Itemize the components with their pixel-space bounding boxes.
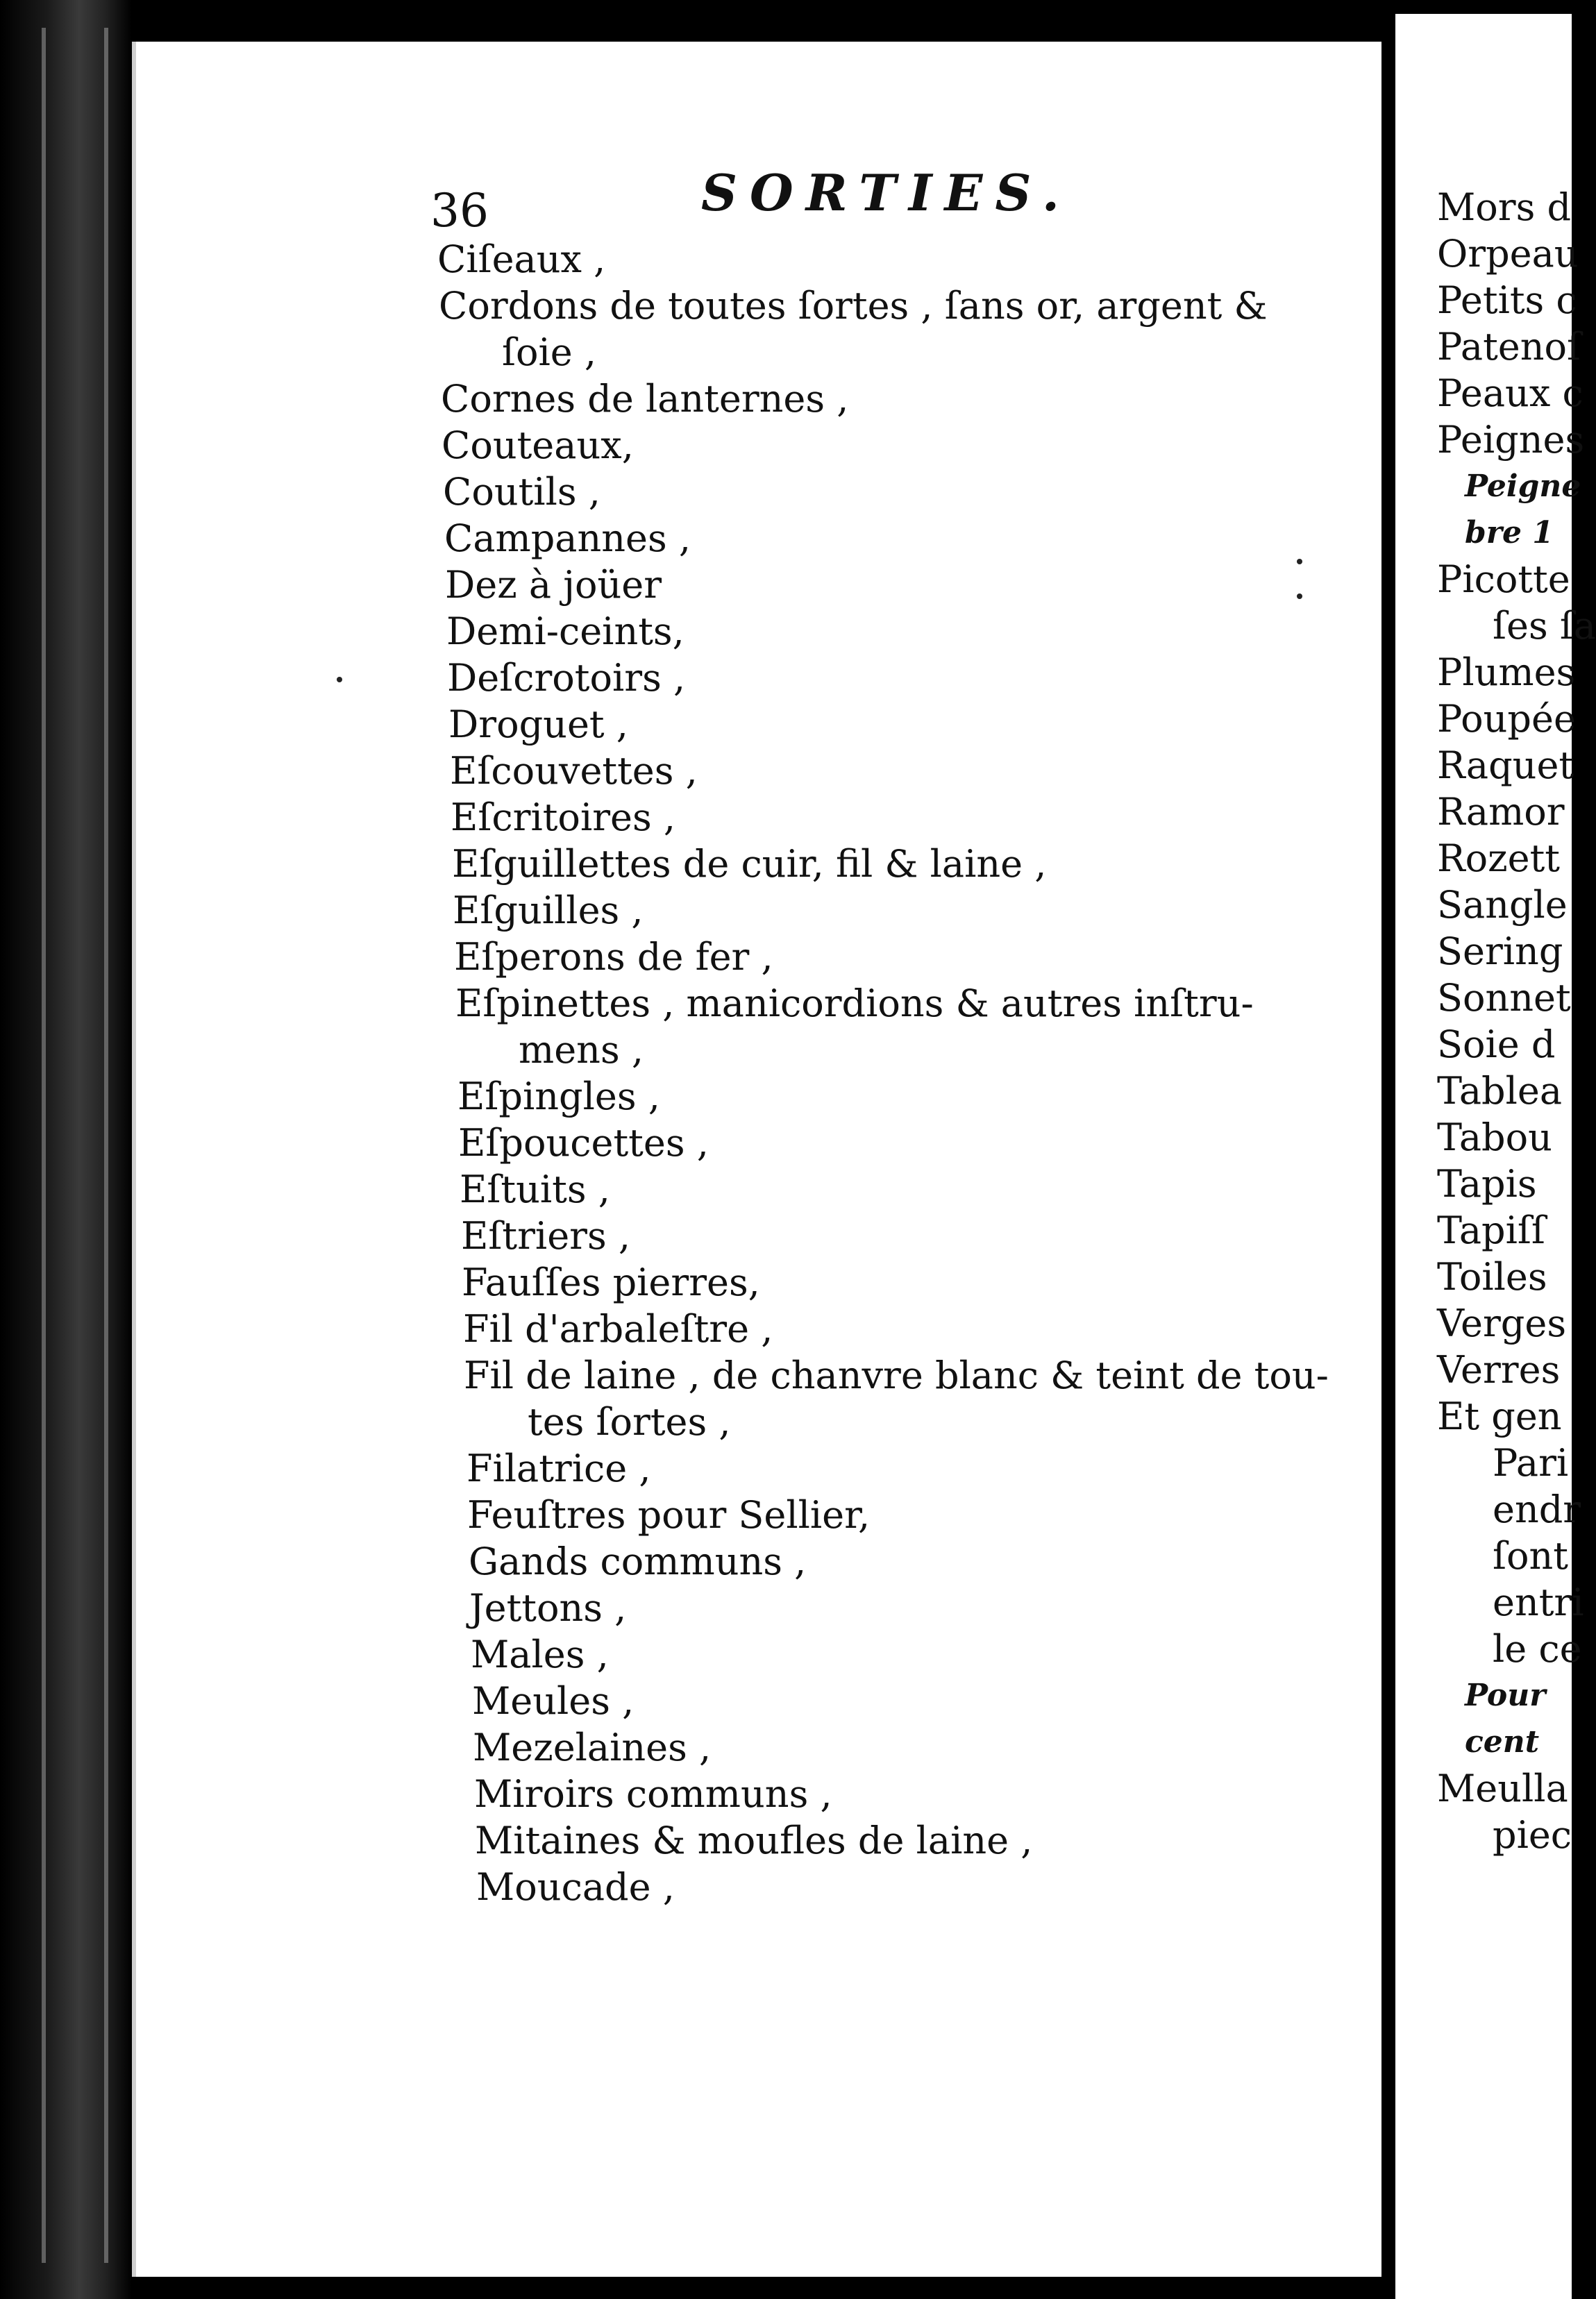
entry-line: Eſpinettes , manicordions & autres inſtru- bbox=[455, 982, 1254, 1025]
entry-line: Demi-ceints, bbox=[446, 609, 684, 653]
right-entry-line: Tapis bbox=[1437, 1162, 1537, 1206]
right-entry-line: le ce bbox=[1493, 1627, 1582, 1671]
entry-line: mens , bbox=[519, 1028, 644, 1072]
right-entry-line: Sering bbox=[1437, 929, 1563, 973]
entry-line: tes ſortes , bbox=[528, 1400, 731, 1444]
page-number: 36 bbox=[430, 184, 489, 237]
entry-line: Campannes , bbox=[444, 516, 691, 560]
right-entry-line: ſont bbox=[1493, 1534, 1568, 1578]
right-entry-line: Tablea bbox=[1437, 1069, 1563, 1113]
entry-line: Ciſeaux , bbox=[437, 237, 606, 281]
entry-line: Deſcrotoirs , bbox=[447, 656, 686, 700]
right-entry-line: Peaux c bbox=[1437, 371, 1584, 415]
entry-line: Eſcouvettes , bbox=[450, 749, 698, 793]
right-entry-line: Picotte bbox=[1437, 557, 1570, 601]
right-entry-line: Sonnet bbox=[1437, 976, 1571, 1020]
right-entry-list bbox=[1437, 184, 1596, 1858]
right-entry-line: Ramor bbox=[1437, 790, 1565, 834]
entry-line: Miroirs communs , bbox=[474, 1772, 832, 1816]
right-entry-line: bre 1 bbox=[1465, 515, 1554, 550]
entry-line: Eſtuits , bbox=[460, 1168, 610, 1211]
right-entry-line: Poupée bbox=[1437, 697, 1576, 741]
right-entry-line: Verres bbox=[1437, 1348, 1561, 1392]
spine-edge-line bbox=[42, 28, 46, 2263]
right-entry-line: Petits c bbox=[1437, 278, 1577, 322]
entry-line: Fil de laine , de chanvre blanc & teint de tou- bbox=[464, 1354, 1329, 1397]
entry-line: Feuſtres pour Sellier, bbox=[467, 1493, 871, 1537]
right-entry-line: piec bbox=[1493, 1813, 1572, 1857]
entry-line: Dez à joüer bbox=[445, 563, 662, 607]
right-entry-line: Tabou bbox=[1437, 1115, 1552, 1159]
entry-line: Meules , bbox=[472, 1679, 635, 1723]
right-entry-line: Verges bbox=[1437, 1302, 1567, 1345]
entry-line: Eſperons de fer , bbox=[454, 935, 773, 979]
book-spine bbox=[0, 0, 132, 2299]
page-gutter bbox=[1381, 0, 1395, 2299]
right-entry-line: Tapiſſ bbox=[1437, 1209, 1545, 1252]
entry-line: Coutils , bbox=[443, 470, 600, 514]
entry-line: Fil d'arbaleſtre , bbox=[463, 1307, 773, 1351]
ink-speck bbox=[1297, 593, 1302, 599]
right-entry-line: Peignes bbox=[1437, 418, 1585, 462]
entry-line: Gands communs , bbox=[469, 1540, 807, 1583]
right-entry-line: ſes ſa bbox=[1493, 604, 1596, 648]
right-entry-line: Sangle bbox=[1437, 883, 1568, 927]
right-entry-line: Rozett bbox=[1437, 836, 1560, 880]
right-entry-line: Peigne bbox=[1465, 469, 1581, 504]
right-entry-line: Orpeau bbox=[1437, 232, 1579, 276]
entry-line: Eſguillettes de cuir, fil & laine , bbox=[452, 842, 1047, 886]
right-entry-line: endr bbox=[1493, 1488, 1581, 1531]
entry-line: ſoie , bbox=[502, 330, 597, 374]
entry-line: Fauſſes pierres, bbox=[462, 1261, 760, 1304]
entry-line: Filatrice , bbox=[467, 1447, 651, 1490]
right-entry-line: cent bbox=[1465, 1724, 1540, 1760]
entry-line: Eſpoucettes , bbox=[458, 1121, 709, 1165]
right-entry-line: Mors d bbox=[1437, 185, 1572, 229]
right-entry-line: Patenoſ bbox=[1437, 325, 1581, 369]
running-head: SORTIES. bbox=[701, 163, 1072, 222]
entry-line: Cornes de lanternes , bbox=[441, 377, 849, 421]
right-entry-line: entri bbox=[1493, 1581, 1584, 1624]
ink-speck bbox=[1297, 559, 1302, 564]
right-entry-line: Raquet bbox=[1437, 743, 1574, 787]
entry-line: Eſguilles , bbox=[453, 889, 644, 932]
right-entry-line: Pour bbox=[1465, 1678, 1546, 1713]
right-entry-line: Toiles bbox=[1437, 1255, 1547, 1299]
entry-line: Jettons , bbox=[469, 1586, 627, 1630]
ink-speck bbox=[337, 677, 342, 682]
right-entry-line: Meulla bbox=[1437, 1767, 1568, 1810]
right-entry-line: Plumes bbox=[1437, 650, 1576, 694]
entry-line: Eſpingles , bbox=[457, 1075, 660, 1118]
entry-line: Moucade , bbox=[476, 1865, 675, 1909]
spine-edge-line bbox=[104, 28, 108, 2263]
entry-line: Droguet , bbox=[448, 702, 628, 746]
entry-line: Cordons de toutes ſortes , ſans or, argent & bbox=[439, 284, 1268, 328]
right-entry-line: Et gen bbox=[1437, 1395, 1562, 1438]
entry-line: Couteaux, bbox=[442, 423, 634, 467]
entry-line: Mitaines & moufles de laine , bbox=[475, 1819, 1033, 1862]
left-entry-list bbox=[437, 236, 1375, 1910]
entry-line: Eſcritoires , bbox=[451, 795, 676, 839]
right-entry-line: Soie d bbox=[1437, 1022, 1556, 1066]
entry-line: Eſtriers , bbox=[461, 1214, 631, 1258]
right-entry-line: Pari bbox=[1493, 1441, 1569, 1485]
entry-line: Mezelaines , bbox=[473, 1726, 712, 1769]
entry-line: Males , bbox=[471, 1633, 609, 1676]
